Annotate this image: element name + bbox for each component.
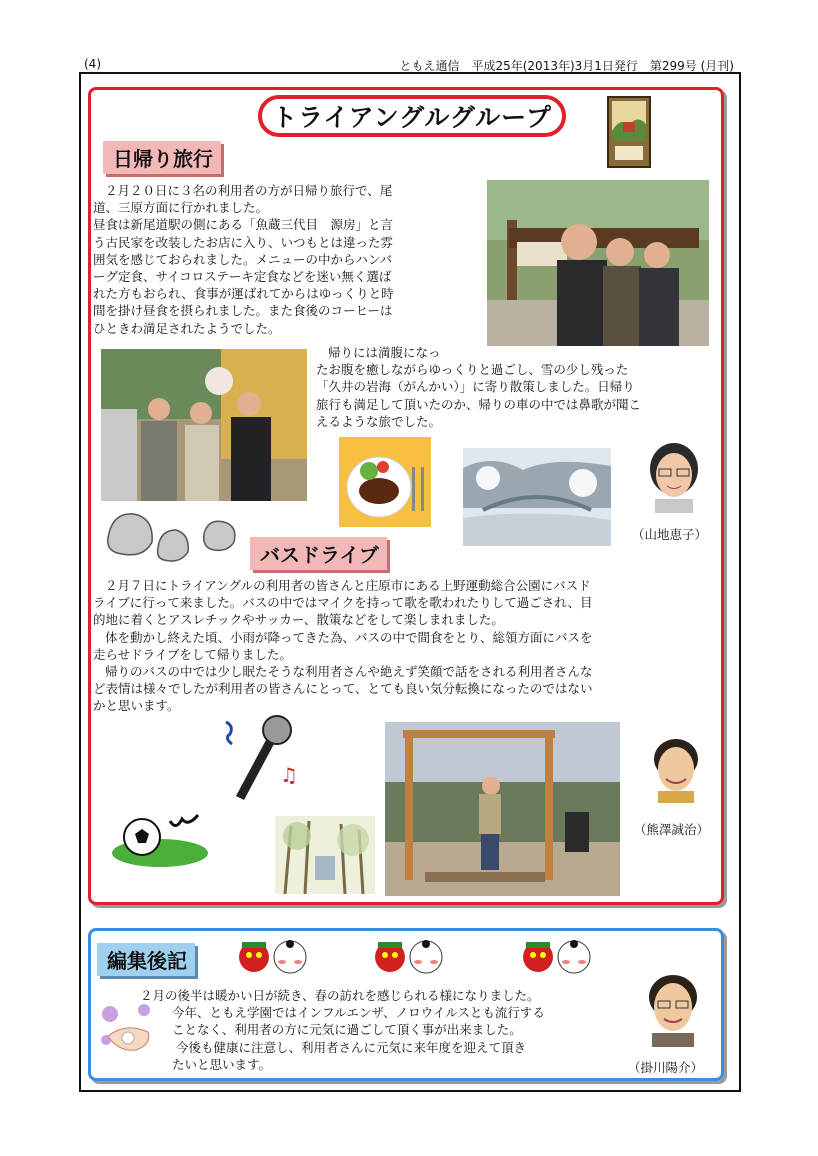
oni-okame-mask-icon — [372, 938, 448, 974]
page-number: (4) — [84, 57, 101, 71]
author-photo-yamaji — [645, 441, 703, 513]
day-trip-paragraph-2: 帰りには満腹になっ たお腹を癒しながらゆっくりと過ごし、雪の少し残った 「久井の岩海（がんかい）」に寄り散策しました。日帰り 旅行も満足して頂いたのか、帰りの車の中では鼻歌が聞こ えるような旅でした。 — [316, 345, 642, 429]
author-caption-yamaji: （山地恵子） — [632, 527, 708, 542]
day-trip-heading: 日帰り旅行 — [103, 141, 221, 174]
bus-drive-heading: バスドライブ — [250, 537, 387, 570]
author-caption-kumazawa: （熊澤誠治） — [634, 822, 710, 837]
editor-note-heading: 編集後記 — [97, 943, 195, 976]
microphone-icon — [222, 712, 300, 806]
snowy-bridge-illustration — [463, 448, 611, 546]
day-trip-paragraph-1: ２月２０日に３名の利用者の方が日帰り旅行で、尾 道、三原方面に行かれました。 昼食は新尾道駅の側にある「魚蔵三代目 源房」と言 う古民家を改装したお店に入り、いつもとは違った雰 囲気を感じておられました。メニューの中からハンバ ーグ定食、サイコロステーキ定食などを迷い無く選ば れた方もおられ、食事が運ばれてからはゆっくりと時 間を掛け昼食を摂られました。また食後のコーヒーは ひときわ満足されたようでした。 — [93, 183, 394, 336]
playground-photo — [385, 722, 620, 896]
trip-photo-sign — [487, 180, 709, 346]
oni-okame-mask-icon — [520, 938, 596, 974]
oni-okame-mask-icon — [236, 938, 312, 974]
hamburger-plate-icon — [339, 437, 431, 527]
soccer-ball-icon — [110, 797, 210, 869]
author-caption-kakegawa: （掛川陽介） — [628, 1060, 704, 1075]
page-title: トライアングルグループ — [258, 95, 566, 137]
trip-photo-restaurant — [101, 349, 307, 501]
author-photo-kumazawa — [650, 737, 702, 803]
forest-sketch-illustration — [275, 816, 375, 894]
editor-note-text: ２月の後半は暖かい日が続き、春の訪れを感じられる様になりました。 今年、ともえ学園ではインフルエンザ、ノロウイルスとも流行する ことなく、利用者の方に元気に過ごして頂く事が出来ました。 今後も健康に注意し、利用者さんに元気に来年度を迎えて頂き たいと思います。 — [140, 988, 545, 1072]
rocks-illustration — [104, 508, 244, 566]
book-illustration-icon — [607, 96, 651, 168]
publication-info: ともえ通信 平成25年(2013年)3月1日発行 第299号 (月刊) — [399, 59, 734, 73]
author-photo-kakegawa — [644, 971, 702, 1047]
bus-drive-paragraph: ２月７日にトライアングルの利用者の皆さんと庄原市にある上野運動総合公園にバスド ライブに行って来ました。バスの中ではマイクを持って歌を歌われたりして過ごされ、目 的地に着くとアスレチックやサッカー、散策などをして楽しまれました。 体を動かし終えた頃、小雨が降ってきた為、バスの中で間食をとり、総領方面にバスを 走らせドライブをして帰りました。 帰りのバスの中では少し眠たそうな利用者さんや絶えず笑顔で話をされる利用者さんな ど表情は様々でしたが利用者の皆さんにとって、とても良い気分転換になったのではない かと思います。 — [93, 578, 593, 714]
svg-text:♫: ♫ — [280, 763, 298, 787]
